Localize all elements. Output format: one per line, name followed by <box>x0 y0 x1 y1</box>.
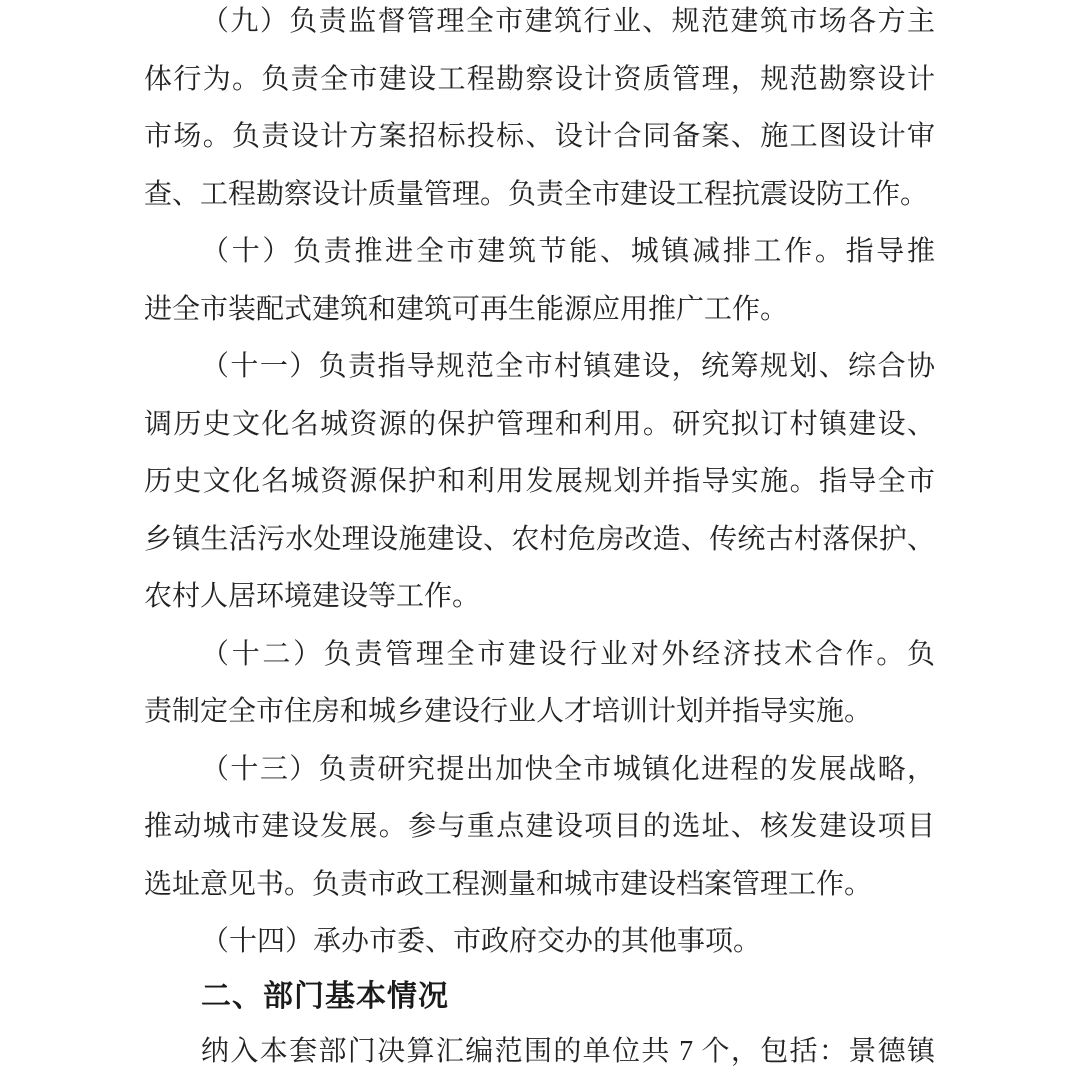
text-line: （十）负责推进全市建筑节能、城镇减排工作。指导推 <box>201 236 935 267</box>
section-heading: 二、部门基本情况 <box>201 979 449 1013</box>
text-line: 推动城市建设发展。参与重点建设项目的选址、核发建设项目 <box>144 811 935 842</box>
text-line: 调历史文化名城资源的保护管理和利用。研究拟订村镇建设、 <box>144 408 935 440</box>
text-line: 进全市装配式建筑和建筑可再生能源应用推广工作。 <box>144 293 789 325</box>
text-line: 纳入本套部门决算汇编范围的单位共 7 个，包括：景德镇 <box>201 1035 935 1067</box>
text-line: 查、工程勘察设计质量管理。负责全市建设工程抗震设防工作。 <box>144 178 929 210</box>
document-body <box>144 0 935 1075</box>
text-line: 选址意见书。负责市政工程测量和城市建设档案管理工作。 <box>144 868 873 900</box>
text-line: 责制定全市住房和城乡建设行业人才培训计划并指导实施。 <box>144 696 873 727</box>
text-line: （十一）负责指导规范全市村镇建设，统筹规划、综合协 <box>201 351 935 382</box>
text-line: 历史文化名城资源保护和利用发展规划并指导实施。指导全市 <box>144 466 935 497</box>
text-line: 乡镇生活污水处理设施建设、农村危房改造、传统古村落保护、 <box>144 523 935 555</box>
text-line: （十二）负责管理全市建设行业对外经济技术合作。负 <box>201 638 935 670</box>
text-line: 市场。负责设计方案招标投标、设计合同备案、施工图设计审 <box>144 121 935 152</box>
text-line: （九）负责监督管理全市建筑行业、规范建筑市场各方主 <box>201 6 935 37</box>
text-line: 体行为。负责全市建设工程勘察设计资质管理，规范勘察设计 <box>144 63 935 95</box>
text-line: 农村人居环境建设等工作。 <box>144 581 481 612</box>
text-line: （十三）负责研究提出加快全市城镇化进程的发展战略， <box>201 753 935 785</box>
text-line: （十四）承办市委、市政府交办的其他事项。 <box>201 926 762 957</box>
